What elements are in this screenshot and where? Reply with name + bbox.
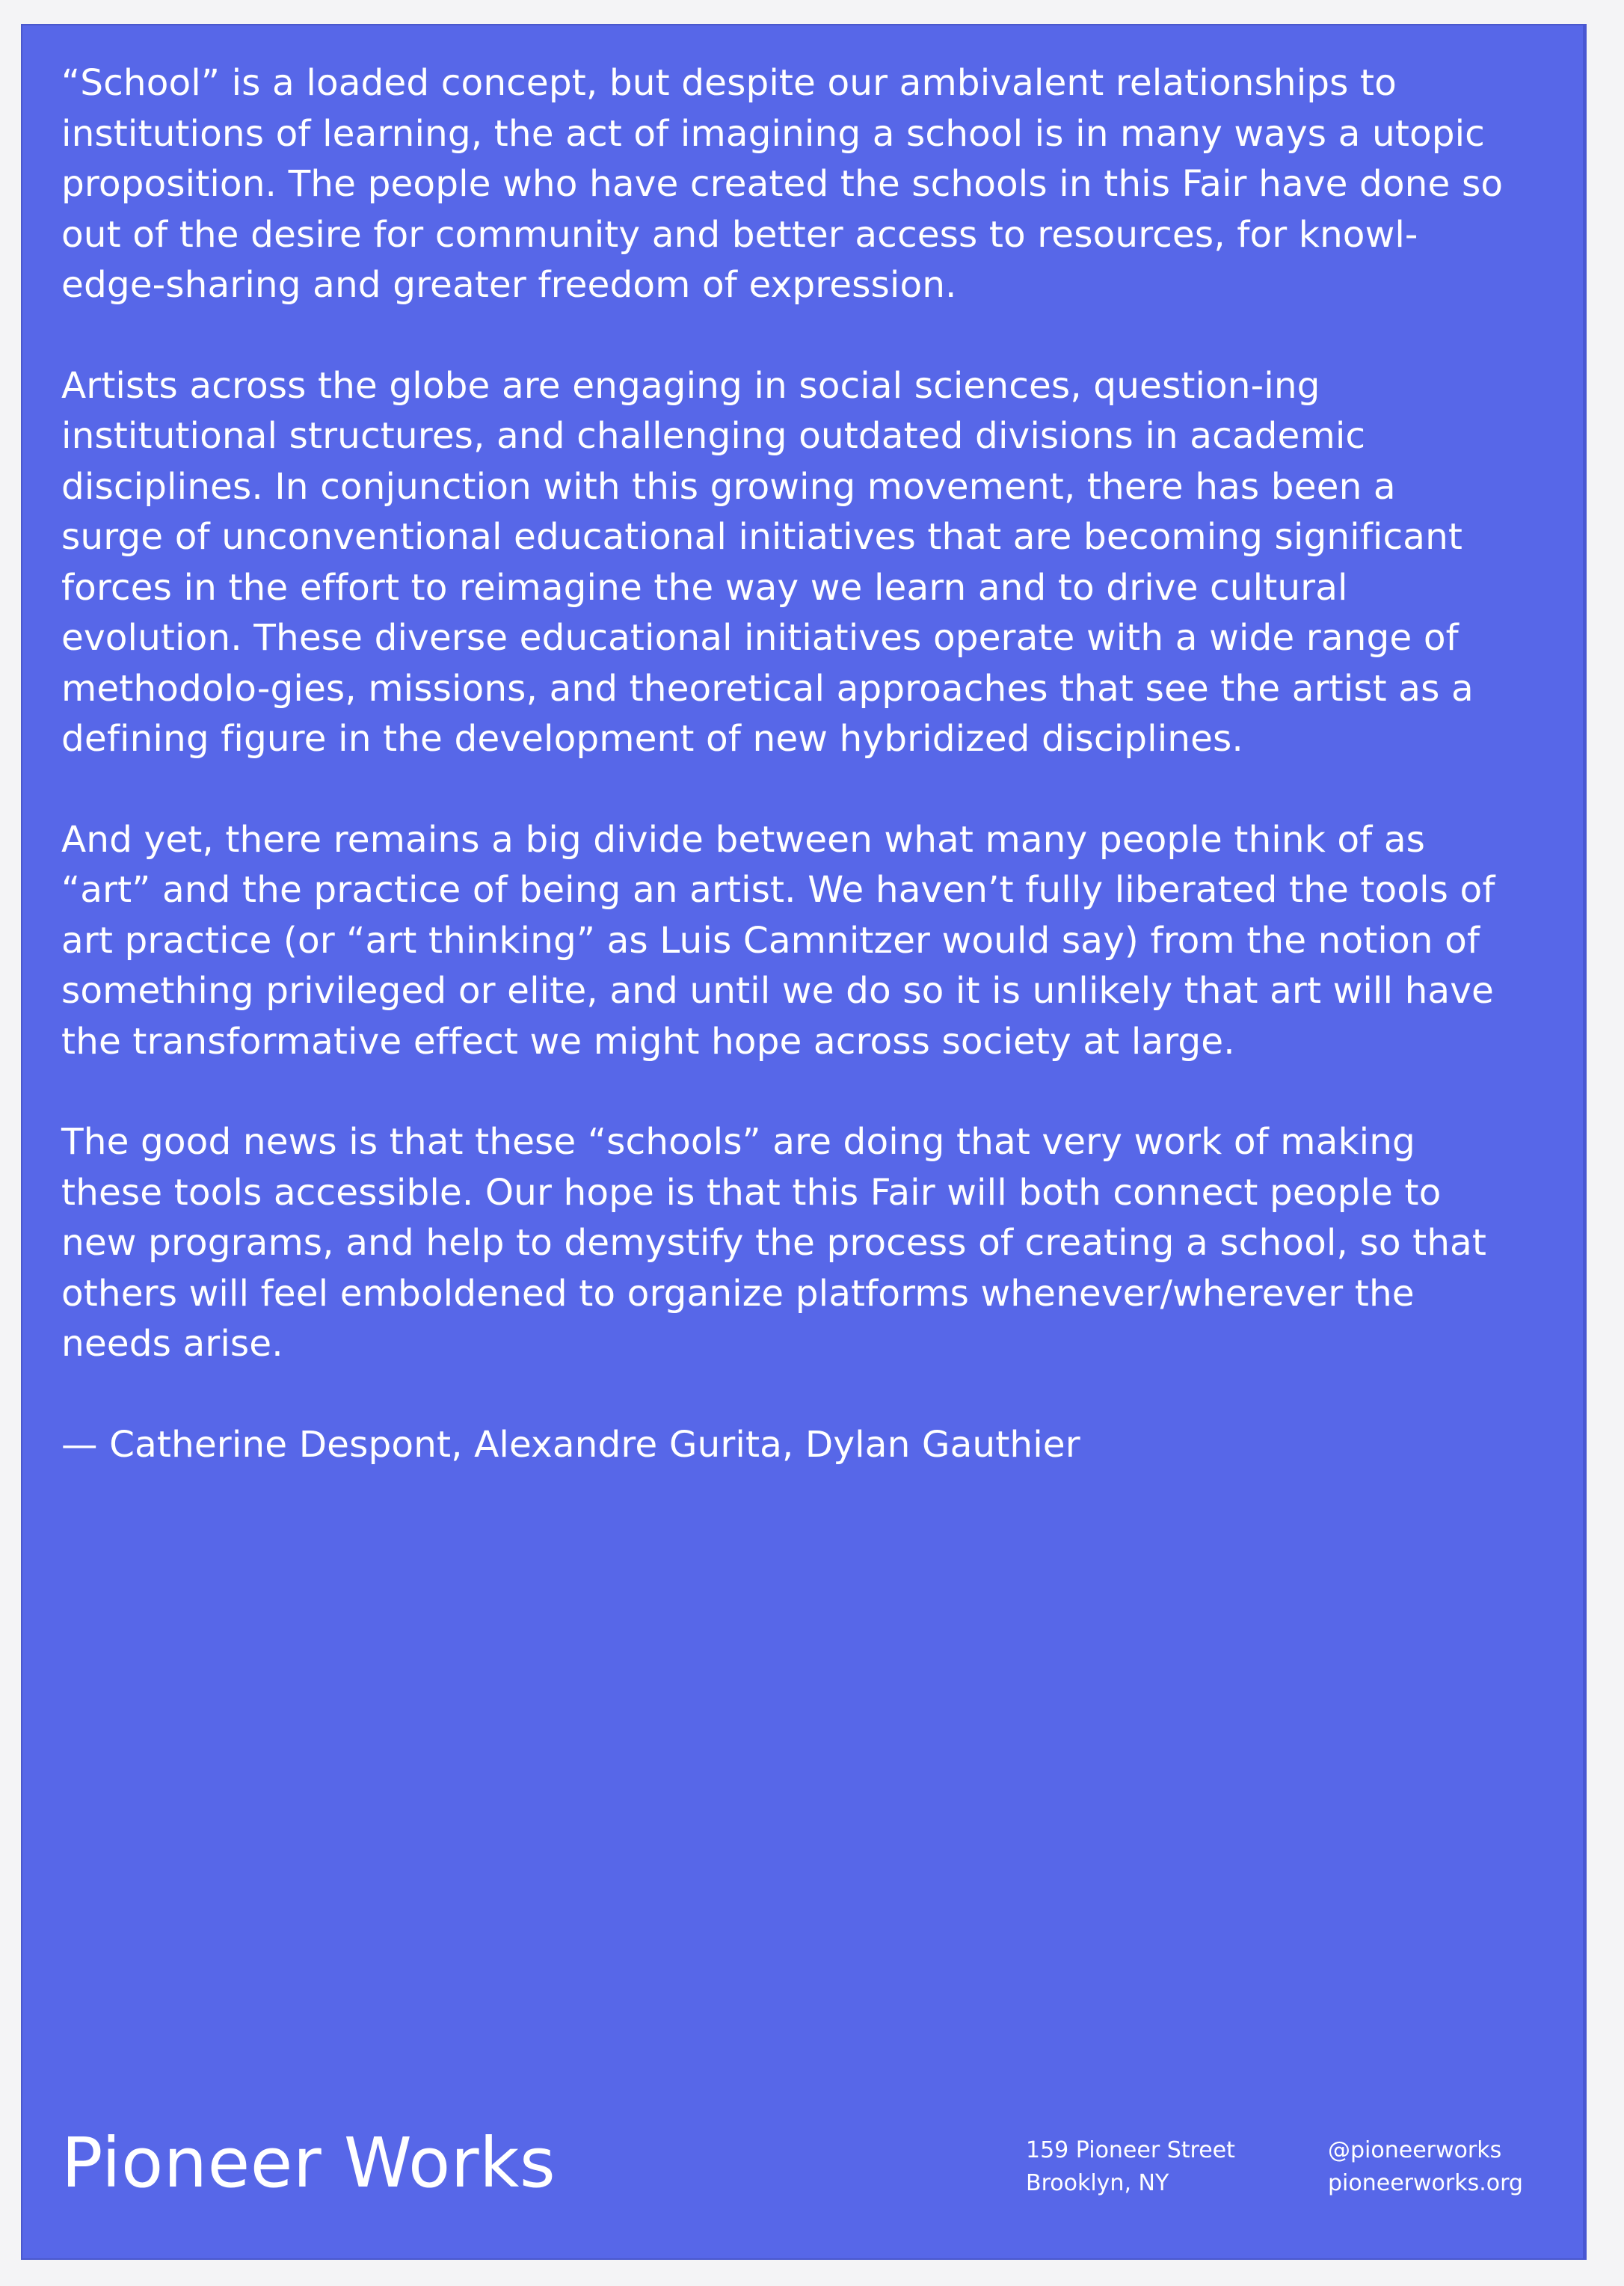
brand-wordmark: Pioneer Works	[61, 2123, 556, 2203]
address-block	[1026, 2134, 1235, 2200]
address-street: 159 Pioneer Street	[1026, 2137, 1235, 2163]
social-handle: @pioneerworks	[1328, 2137, 1502, 2163]
paragraph-1: “School” is a loaded concept, but despite our ambivalent relationships to institutions of learning, the act of imagining a school is in many ways a utopic proposition. The people who have created the schools in this Fair have done so out of the desire for community and better access to resources, for knowl-edge-sharing and greater freedom of expression.	[61, 62, 1504, 306]
paragraph-4: The good news is that these “schools” are doing that very work of making these tools accessible. Our hope is that this Fair will both connect people to new programs, and help to demystify the process of creating a school, so that others will feel emboldened to organize platforms whenever/wherever the needs arise.	[61, 1121, 1486, 1365]
page-edge	[1583, 24, 1587, 2260]
paragraph-2: Artists across the globe are engaging in social sciences, question-ing institutional structures, and challenging outdated divisions in academic disciplines. In conjunction with this growing movement, there has been a surge of unconventional educational initiatives that are becoming significant forces in the effort to reimagine the way we learn and to drive cultural evolution. These diverse educational initiatives operate with a wide range of methodolo-gies, missions, and theoretical approaches that see the artist as a defining figure in the development of new hybridized disciplines.	[61, 364, 1474, 760]
website-link[interactable]: pioneerworks.org	[1328, 2170, 1523, 2196]
signature: — Catherine Despont, Alexandre Gurita, Dylan Gauthier	[61, 1423, 1080, 1466]
contact-block	[1328, 2134, 1523, 2200]
footer	[61, 2122, 1523, 2227]
essay-body	[61, 58, 1504, 1470]
paragraph-3: And yet, there remains a big divide between what many people think of as “art” and the practice of being an artist. We haven’t fully liberated the tools of art practice (or “art thinking” as Luis Camnitzer would say) from the notion of something privileged or elite, and until we do so it is unlikely that art will have the transformative effect we might hope across society at large.	[61, 818, 1495, 1063]
address-city: Brooklyn, NY	[1026, 2170, 1169, 2196]
